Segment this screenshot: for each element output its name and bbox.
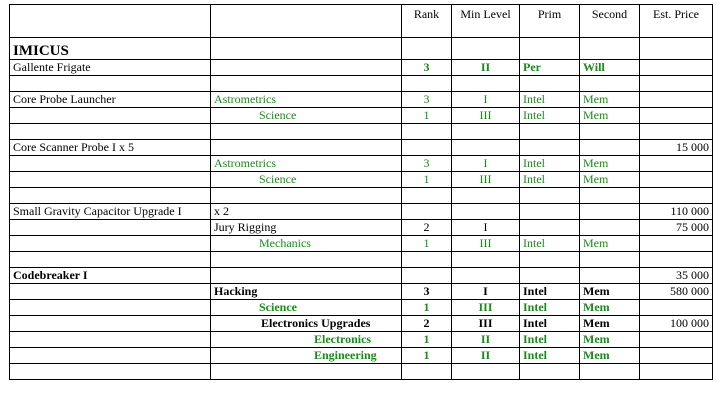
second-cell[interactable]: Mem bbox=[580, 172, 640, 188]
cell[interactable] bbox=[452, 188, 520, 204]
cell[interactable] bbox=[10, 220, 211, 236]
cell[interactable] bbox=[640, 364, 713, 380]
cell[interactable] bbox=[10, 108, 211, 124]
rank-cell[interactable]: 2 bbox=[402, 220, 452, 236]
cell[interactable] bbox=[520, 140, 580, 156]
prim-cell[interactable]: Intel bbox=[520, 92, 580, 108]
cell[interactable] bbox=[520, 38, 580, 60]
item-name[interactable]: Codebreaker I bbox=[10, 268, 211, 284]
cell[interactable] bbox=[580, 188, 640, 204]
cell[interactable] bbox=[402, 76, 452, 92]
skill-label: Engineering bbox=[314, 348, 377, 362]
level-cell[interactable]: III bbox=[452, 316, 520, 332]
cell[interactable] bbox=[580, 140, 640, 156]
prim-cell[interactable]: Intel bbox=[520, 236, 580, 252]
cell[interactable] bbox=[640, 300, 713, 316]
skill-label: Electronics bbox=[314, 332, 372, 346]
cell[interactable] bbox=[640, 236, 713, 252]
table-row bbox=[10, 204, 713, 220]
cell[interactable] bbox=[520, 268, 580, 284]
cell[interactable] bbox=[520, 188, 580, 204]
level-cell[interactable]: III bbox=[452, 236, 520, 252]
rank-cell[interactable]: 1 bbox=[402, 172, 452, 188]
cell[interactable] bbox=[452, 76, 520, 92]
cell[interactable] bbox=[520, 76, 580, 92]
level-cell[interactable]: I bbox=[452, 92, 520, 108]
prim-cell[interactable]: Intel bbox=[520, 300, 580, 316]
skill-name[interactable] bbox=[211, 172, 402, 188]
cell[interactable] bbox=[520, 124, 580, 140]
table-row bbox=[10, 172, 713, 188]
prim-cell[interactable]: Intel bbox=[520, 316, 580, 332]
cell[interactable] bbox=[640, 108, 713, 124]
table-row bbox=[10, 268, 713, 284]
skill-name[interactable] bbox=[211, 316, 402, 332]
skill-name[interactable] bbox=[211, 236, 402, 252]
cell[interactable] bbox=[640, 124, 713, 140]
table-row bbox=[10, 284, 713, 300]
rank-cell[interactable]: 1 bbox=[402, 300, 452, 316]
second-cell[interactable]: Mem bbox=[580, 156, 640, 172]
header-row bbox=[10, 5, 713, 38]
rank-cell[interactable]: 3 bbox=[402, 60, 452, 76]
cell[interactable] bbox=[402, 140, 452, 156]
cell[interactable] bbox=[10, 124, 211, 140]
cell[interactable] bbox=[10, 364, 211, 380]
skill-label: Science bbox=[259, 108, 297, 122]
cell[interactable] bbox=[10, 348, 211, 364]
table-row bbox=[10, 156, 713, 172]
cell[interactable] bbox=[452, 364, 520, 380]
cell[interactable] bbox=[211, 140, 402, 156]
table-row bbox=[10, 348, 713, 364]
header-min-level[interactable]: Min Level bbox=[452, 5, 520, 38]
skill-label: Mechanics bbox=[259, 236, 311, 250]
rank-cell[interactable]: 2 bbox=[402, 316, 452, 332]
cell[interactable] bbox=[10, 188, 211, 204]
cell[interactable] bbox=[10, 156, 211, 172]
prim-cell[interactable]: Intel bbox=[520, 348, 580, 364]
table-row bbox=[10, 140, 713, 156]
table-row bbox=[10, 188, 713, 204]
table-row bbox=[10, 92, 713, 108]
item-name[interactable]: Small Gravity Capacitor Upgrade I bbox=[10, 204, 211, 220]
price-cell[interactable]: 75 000 bbox=[640, 220, 713, 236]
cell[interactable] bbox=[640, 188, 713, 204]
table-row bbox=[10, 316, 713, 332]
cell[interactable] bbox=[640, 172, 713, 188]
prim-cell[interactable]: Intel bbox=[520, 172, 580, 188]
table-row bbox=[10, 332, 713, 348]
cell[interactable] bbox=[402, 364, 452, 380]
table-row bbox=[10, 364, 713, 380]
skill-name[interactable]: Astrometrics bbox=[211, 156, 402, 172]
cell[interactable] bbox=[10, 76, 211, 92]
skill-label: Science bbox=[259, 300, 297, 314]
skill-name[interactable] bbox=[211, 332, 402, 348]
cell[interactable] bbox=[640, 332, 713, 348]
cell[interactable] bbox=[520, 364, 580, 380]
table-row bbox=[10, 236, 713, 252]
cell[interactable] bbox=[452, 252, 520, 268]
item-name[interactable]: Gallente Frigate bbox=[10, 60, 211, 76]
skill-name[interactable]: Hacking bbox=[211, 284, 402, 300]
skill-name[interactable] bbox=[211, 348, 402, 364]
cell[interactable] bbox=[580, 252, 640, 268]
prim-cell[interactable]: Per bbox=[520, 60, 580, 76]
rank-cell[interactable]: 1 bbox=[402, 108, 452, 124]
cell[interactable] bbox=[520, 252, 580, 268]
price-cell[interactable]: 110 000 bbox=[640, 204, 713, 220]
skills-spreadsheet bbox=[9, 4, 713, 380]
header-second[interactable]: Second bbox=[580, 5, 640, 38]
table-row bbox=[10, 300, 713, 316]
cell[interactable] bbox=[452, 140, 520, 156]
second-cell[interactable]: Mem bbox=[580, 92, 640, 108]
cell[interactable] bbox=[520, 204, 580, 220]
cell[interactable] bbox=[211, 188, 402, 204]
cell[interactable] bbox=[402, 188, 452, 204]
skill-name[interactable]: Astrometrics bbox=[211, 92, 402, 108]
cell[interactable] bbox=[640, 92, 713, 108]
table-row bbox=[10, 124, 713, 140]
cell[interactable] bbox=[580, 76, 640, 92]
cell[interactable] bbox=[452, 124, 520, 140]
second-cell[interactable]: Mem bbox=[580, 284, 640, 300]
table-row bbox=[10, 76, 713, 92]
rank-cell[interactable]: 1 bbox=[402, 236, 452, 252]
cell[interactable] bbox=[580, 38, 640, 60]
cell[interactable] bbox=[640, 38, 713, 60]
cell[interactable] bbox=[402, 252, 452, 268]
cell[interactable] bbox=[640, 348, 713, 364]
cell[interactable] bbox=[640, 60, 713, 76]
quantity-cell[interactable]: x 2 bbox=[211, 204, 402, 220]
level-cell[interactable]: III bbox=[452, 172, 520, 188]
cell[interactable] bbox=[402, 38, 452, 60]
cell[interactable] bbox=[10, 316, 211, 332]
cell[interactable] bbox=[452, 268, 520, 284]
cell[interactable] bbox=[211, 252, 402, 268]
skill-label: Science bbox=[259, 172, 297, 186]
price-cell[interactable]: 35 000 bbox=[640, 268, 713, 284]
second-cell[interactable]: Mem bbox=[580, 332, 640, 348]
cell[interactable] bbox=[580, 364, 640, 380]
cell[interactable] bbox=[211, 38, 402, 60]
cell[interactable] bbox=[580, 220, 640, 236]
prim-cell[interactable]: Intel bbox=[520, 284, 580, 300]
level-cell[interactable]: II bbox=[452, 60, 520, 76]
price-cell[interactable]: 100 000 bbox=[640, 316, 713, 332]
table-row bbox=[10, 60, 713, 76]
level-cell[interactable]: II bbox=[452, 332, 520, 348]
level-cell[interactable]: III bbox=[452, 108, 520, 124]
level-cell[interactable]: II bbox=[452, 348, 520, 364]
cell[interactable] bbox=[452, 38, 520, 60]
level-cell[interactable]: III bbox=[452, 300, 520, 316]
prim-cell[interactable]: Intel bbox=[520, 108, 580, 124]
table-row bbox=[10, 252, 713, 268]
second-cell[interactable]: Will bbox=[580, 60, 640, 76]
cell[interactable] bbox=[580, 268, 640, 284]
second-cell[interactable]: Mem bbox=[580, 316, 640, 332]
skill-name[interactable] bbox=[211, 300, 402, 316]
rank-cell[interactable]: 3 bbox=[402, 92, 452, 108]
header-est-price[interactable]: Est. Price bbox=[640, 5, 713, 38]
cell[interactable] bbox=[211, 268, 402, 284]
table-row bbox=[10, 108, 713, 124]
rank-cell[interactable]: 1 bbox=[402, 332, 452, 348]
price-cell[interactable]: 15 000 bbox=[640, 140, 713, 156]
table-row bbox=[10, 220, 713, 236]
price-cell[interactable]: 580 000 bbox=[640, 284, 713, 300]
level-cell[interactable]: I bbox=[452, 220, 520, 236]
cell[interactable] bbox=[211, 5, 402, 38]
skill-name[interactable]: Jury Rigging bbox=[211, 220, 402, 236]
rank-cell[interactable]: 1 bbox=[402, 348, 452, 364]
cell[interactable] bbox=[10, 236, 211, 252]
cell[interactable] bbox=[10, 284, 211, 300]
ship-title[interactable]: IMICUS bbox=[10, 38, 211, 60]
cell[interactable] bbox=[640, 76, 713, 92]
cell[interactable] bbox=[452, 204, 520, 220]
title-row bbox=[10, 38, 713, 60]
second-cell[interactable]: Mem bbox=[580, 108, 640, 124]
level-cell[interactable]: I bbox=[452, 156, 520, 172]
cell[interactable] bbox=[10, 5, 211, 38]
cell[interactable] bbox=[640, 252, 713, 268]
item-name[interactable]: Core Probe Launcher bbox=[10, 92, 211, 108]
cell[interactable] bbox=[10, 332, 211, 348]
cell[interactable] bbox=[580, 124, 640, 140]
cell[interactable] bbox=[402, 268, 452, 284]
rank-cell[interactable]: 3 bbox=[402, 156, 452, 172]
rank-cell[interactable]: 3 bbox=[402, 284, 452, 300]
cell[interactable] bbox=[10, 252, 211, 268]
cell[interactable] bbox=[211, 60, 402, 76]
prim-cell[interactable]: Intel bbox=[520, 156, 580, 172]
prim-cell[interactable]: Intel bbox=[520, 332, 580, 348]
second-cell[interactable]: Mem bbox=[580, 348, 640, 364]
skill-label: Electronics Upgrades bbox=[261, 316, 371, 330]
cell[interactable] bbox=[211, 124, 402, 140]
header-prim[interactable]: Prim bbox=[520, 5, 580, 38]
cell[interactable] bbox=[402, 124, 452, 140]
second-cell[interactable]: Mem bbox=[580, 236, 640, 252]
item-name[interactable]: Core Scanner Probe I x 5 bbox=[10, 140, 211, 156]
cell[interactable] bbox=[211, 76, 402, 92]
cell[interactable] bbox=[640, 156, 713, 172]
second-cell[interactable]: Mem bbox=[580, 300, 640, 316]
level-cell[interactable]: I bbox=[452, 284, 520, 300]
cell[interactable] bbox=[10, 172, 211, 188]
header-rank[interactable]: Rank bbox=[402, 5, 452, 38]
cell[interactable] bbox=[211, 364, 402, 380]
cell[interactable] bbox=[402, 204, 452, 220]
skill-name[interactable] bbox=[211, 108, 402, 124]
cell[interactable] bbox=[10, 300, 211, 316]
cell[interactable] bbox=[520, 220, 580, 236]
cell[interactable] bbox=[580, 204, 640, 220]
